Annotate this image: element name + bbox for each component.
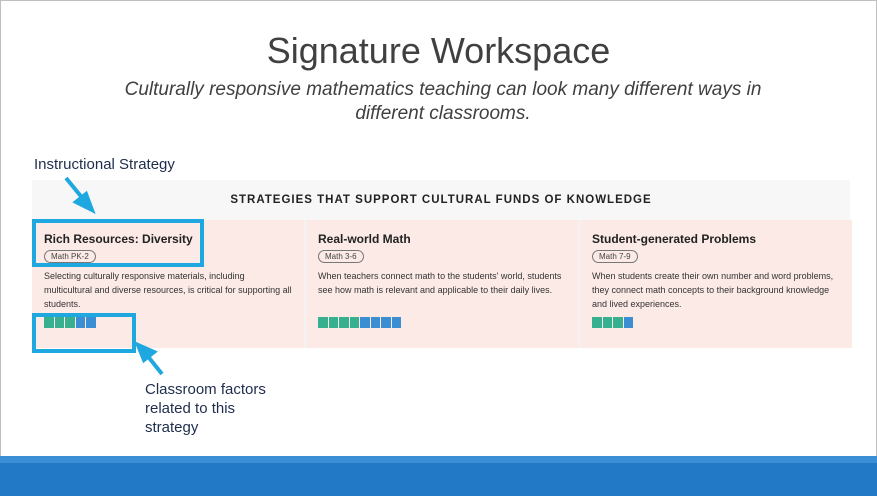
classroom-factors-callout: Classroom factors related to this strategy (145, 381, 266, 436)
card-title: Real-world Math (318, 232, 411, 246)
card-title: Student-generated Problems (592, 232, 757, 246)
card-title: Rich Resources: Diversity (44, 232, 193, 246)
instructional-strategy-callout: Instructional Strategy (34, 156, 175, 173)
card-description: When students create their own number and word problems, they connect math concepts to their background knowledge and lived experiences. (592, 271, 834, 309)
grade-tag: Math PK-2 (44, 250, 96, 263)
grade-tag: Math 7-9 (592, 250, 638, 263)
slide-title: Signature Workspace (266, 30, 611, 71)
arrow-down-icon (66, 178, 92, 210)
footer-band-light (0, 456, 877, 463)
slide-subtitle: Culturally responsive mathematics teaching can look many different ways in different classrooms. (124, 79, 762, 124)
arrow-up-icon (138, 345, 162, 374)
panel-header: STRATEGIES THAT SUPPORT CULTURAL FUNDS OF KNOWLEDGE (32, 180, 850, 220)
card-description: When teachers connect math to the students' world, students see how math is relevant and applicable to their daily lives. (318, 271, 562, 295)
grade-tag: Math 3-6 (318, 250, 364, 263)
card-description: Selecting culturally responsive materials, including multicultural and diverse resources, is critical for supporting all students. (44, 271, 292, 309)
footer-band (0, 463, 877, 496)
